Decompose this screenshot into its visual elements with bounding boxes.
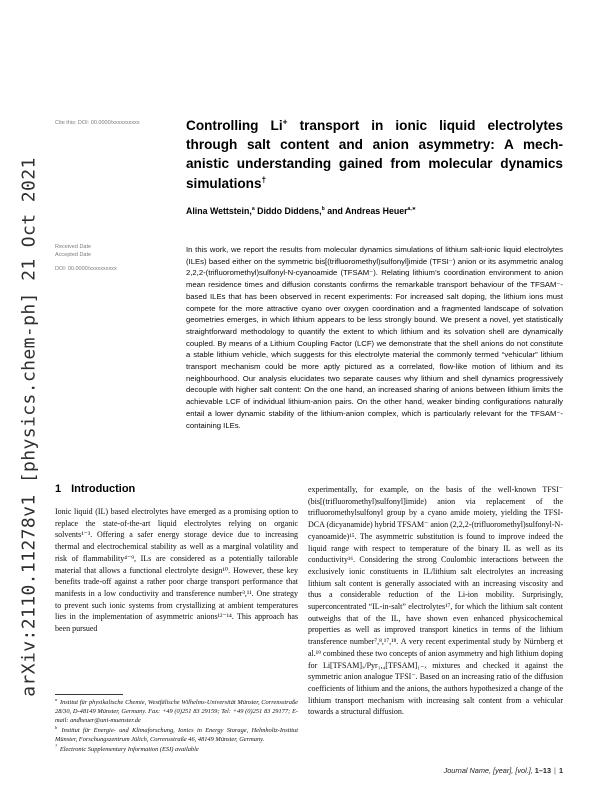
- author-name: and Andreas Heuer: [324, 206, 408, 216]
- footnote-marker-a: a: [55, 696, 58, 702]
- footnote-text: Electronic Supplementary Information (ESI) available: [58, 745, 199, 753]
- author-name: Diddo Diddens,: [254, 206, 322, 216]
- margin-notes: [55, 244, 175, 274]
- section-heading-introduction: [55, 483, 298, 495]
- footnote-marker-dagger: †: [55, 743, 58, 749]
- arxiv-watermark: arXiv:2110.11278v1 [physics.chem-ph] 21 Oct 2021: [18, 157, 40, 697]
- affiliation-mark: b: [321, 206, 325, 213]
- footer-separator: |: [554, 766, 556, 775]
- footnote-affiliation-b: [55, 724, 298, 745]
- intro-right-column: experimentally, for example, on the basis of the well-known TFSI⁻ (bis[(trifluoromethyl)sulfonyl]imide) anion via replacement of the trifluoromethylsulfonyl group by a cyano amide moiety, yielding the TFSI-DCA (dicyanamide) hybrid TFSAM⁻ anion (2,2,2-(trifluoromethyl)sulfonyl-N-cyanoamide)¹⁵. The asymmetric substitution is found to improve indeed the liquid range with respect to temperature of the binary IL as well as its conductivity¹⁶. Considering the strong Coulombic interactions between the exclusively ionic constituents in IL/lithium salt electrolytes an increasing lithium salt content is generally associated with an increasing viscosity and thus a considerable reduction of the Li-ion mobility. Surprisingly, superconcentrated “IL-in-salt” electrolytes¹⁷, for which the lithium salt content outweighs that of the IL, have shown even enhanced physicochemical properties as well as improved transport kinetics in terms of the lithium transference number⁷,⁸,¹⁷,¹⁸. A very recent experimental study by Nürnberg et al.¹⁹ combined these two concepts of anion asymmetry and high lithium doping for Li[TFSAM]ₓ/Pyr₁,₄[TFSAM]₁₋ₓ mixtures and checked it against the symmetric anion analogue TFSI⁻. Based on an increasing ratio of the diffusion coefficients of lithium and the anions, the authors hypothesized a change of the lithium transport mechanism with increasing salt content from a vehicular towards a structural diffusion.: [308, 485, 563, 717]
- footer-page-number: 1: [558, 766, 563, 775]
- article-title: [186, 116, 563, 193]
- dagger-esi-mark: †: [261, 174, 267, 185]
- title-text: transport in ionic liquid electrolytes: [287, 118, 564, 133]
- footnote-esi: [55, 743, 298, 755]
- abstract-text: In this work, we report the results from molecular dynamics simulations of lithium salt-ionic liquid electrolytes (ILEs) based either on the symmetric bis[(trifluoromethyl)sulfonyl]imide (TFSI⁻) anion or its asymmetric analog 2,2,2-(trifluoromethyl)sulfonyl-N-cyanoamide (TFSAM⁻). Relating lithium’s coordination environment to anion mean residence times and diffusion constants confirms the remarkable transport behaviour of the TFSAM⁻-based ILEs that has been observed in recent experiments: For increased salt doping, the lithium ions must compete for the more attractive cyano over oxygen coordination and a fragmented landscape of solvation geometries emerges, in which lithium appears to be less strongly bound. We present a novel, yet statistically straightforward methodology to quantify the extent to which lithium and its solvation shell are dynamically coupled. By means of a Lithium Coupling Factor (LCF) we demonstrate that the shell anions do not constitute a stable lithium vehicle, which suggests for this electrolyte material the commonly termed “vehicular” lithium transport mechanism could be more aptly pictured as a correlated, flow-like motion of lithium and its neighbourhood. Our analysis elucidates two separate causes why lithium and shell dynamics progressively decouple with higher salt content: On the one hand, an increased sharing of anions between lithium limits the achievable LCF of individual lithium-anion pairs. On the other hand, weaker binding configurations naturally entail a lower dynamic stability of the lithium-anion complex, which is particularly relevant for the TFSAM⁻-containing ILEs.: [186, 245, 563, 430]
- page-footer: [444, 766, 563, 775]
- footnotes: [55, 696, 298, 755]
- footnote-rule: [55, 694, 123, 695]
- footer-journal-name: Journal Name, [year], [vol.],: [443, 766, 533, 775]
- footnote-text: Institut für physikalische Chemie, Westfälische Wilhelms-Universität Münster, Corrensstraße 28/30, D-48149 Münster, Germany. Fax: +49 (0)251 83 29159; Tel: +49 (0)251 83 29177; E-mail: andheuer@uni-muenster.de: [55, 699, 298, 724]
- footnote-text: Institut für Energie- und Klimaforschung, Ionics in Energy Storage, Helmholtz-Institut Münster, Forschungszentrum Jülich, Corrensstraße 46, 48149 Münster, Germany.: [55, 726, 298, 743]
- section-title: Introduction: [71, 483, 136, 495]
- cite-this-note: Cite this: DOI: 00.0000/xxxxxxxxxx: [55, 120, 140, 126]
- intro-left-column: Ionic liquid (IL) based electrolytes have emerged as a promising option to replace the state-of-the-art liquid electrolytes relying on organic solvents¹⁻³. Offering a safer energy storage device due to increasing thermal and electrochemical stability as well as a marginal volatility and risk of flammability⁴⁻⁹, ILs are considered as a potentially tailorable material that allows a functional electrolyte design¹⁰. However, these key benefits trade-off against a rather poor charge transport performance that manifests in a low conductivity and transference number³,¹¹. One strategy to prevent such ionic systems from crystallizing at ambient temperatures lies in the implementation of asymmetric anions¹²⁻¹⁴. This approach has been pursued: [55, 507, 298, 634]
- section-number: 1: [55, 483, 62, 495]
- affiliation-mark: a: [251, 206, 255, 213]
- author-line: [186, 206, 563, 216]
- title-line-1: [186, 116, 563, 135]
- received-date-label: Received Date: [55, 244, 92, 250]
- accepted-date-label: Accepted Date: [55, 251, 92, 258]
- footer-page-range: 1–13: [534, 766, 552, 775]
- affiliation-mark: a,∗: [407, 206, 417, 213]
- title-line-4: [186, 174, 563, 193]
- author-name: Alina Wettstein,: [186, 206, 252, 216]
- doi-label: DOI: 00.0000/xxxxxxxxxx: [55, 266, 117, 272]
- superscript-plus: +: [282, 116, 288, 127]
- footnote-marker-b: b: [55, 724, 58, 730]
- title-text: simulations: [186, 175, 262, 191]
- title-line-3: anistic understanding gained from molecular dynamics: [186, 156, 563, 172]
- footnote-affiliation-a: [55, 696, 298, 726]
- title-text: Controlling Li: [186, 118, 283, 133]
- title-line-2: through salt content and anion asymmetry: A mech-: [186, 137, 563, 153]
